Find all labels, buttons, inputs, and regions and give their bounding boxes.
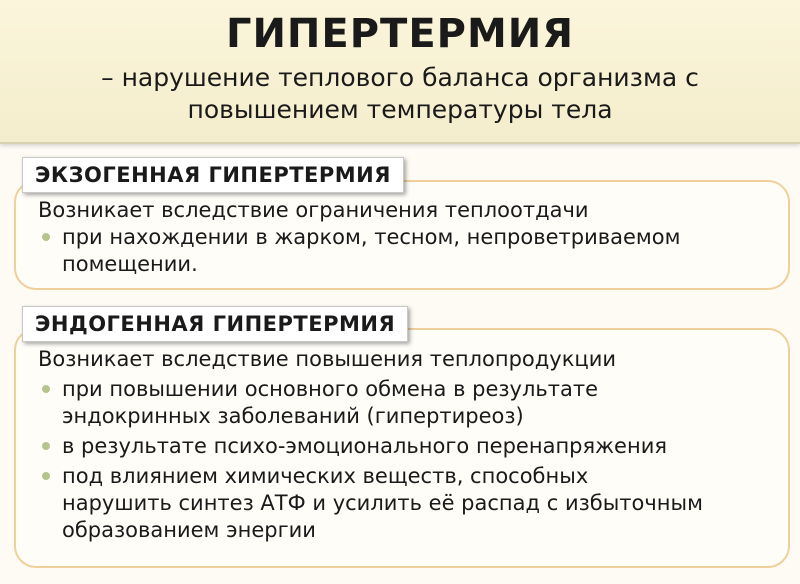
- list-item-line: при нахождении в жарком, тесном, непроветриваемом: [62, 225, 681, 249]
- exogenous-heading: ЭКЗОГЕННАЯ ГИПЕРТЕРМИЯ: [22, 157, 404, 193]
- page-title: ГИПЕРТЕРМИЯ: [225, 11, 575, 57]
- list-item-line: при повышении основного обмена в результате: [62, 377, 599, 401]
- endogenous-list: [38, 376, 768, 544]
- list-item-line: эндокринных заболеваний (гипертиреоз): [62, 404, 524, 428]
- endogenous-content: [38, 346, 768, 544]
- exogenous-lead: Возникает вследствие ограничения теплоотдачи: [38, 198, 589, 222]
- list-item-line: нарушить синтез АТФ и усилить её распад с избыточным: [62, 491, 703, 515]
- list-item-line: помещении.: [62, 252, 198, 276]
- list-item: [38, 433, 768, 460]
- endogenous-heading: ЭНДОГЕННАЯ ГИПЕРТЕРМИЯ: [22, 306, 408, 342]
- page-subtitle: [0, 62, 800, 126]
- list-item: [38, 463, 768, 544]
- exogenous-list: [38, 224, 768, 278]
- list-item-line: в результате психо-эмоционального перенапряжения: [62, 434, 667, 458]
- list-item-line: образованием энергии: [62, 518, 316, 542]
- bullet-icon: [42, 472, 50, 480]
- endogenous-lead: Возникает вследствие повышения теплопродукции: [38, 347, 617, 371]
- list-item: [38, 224, 768, 278]
- exogenous-content: [38, 197, 768, 278]
- list-item: [38, 376, 768, 430]
- bullet-icon: [42, 385, 50, 393]
- bullet-icon: [42, 442, 50, 450]
- bullet-icon: [42, 233, 50, 241]
- list-item-line: под влиянием химических веществ, способных: [62, 464, 589, 488]
- subtitle-line: – нарушение теплового баланса организма с: [101, 63, 699, 92]
- subtitle-line: повышением температуры тела: [187, 95, 613, 124]
- header-banner: [0, 0, 800, 144]
